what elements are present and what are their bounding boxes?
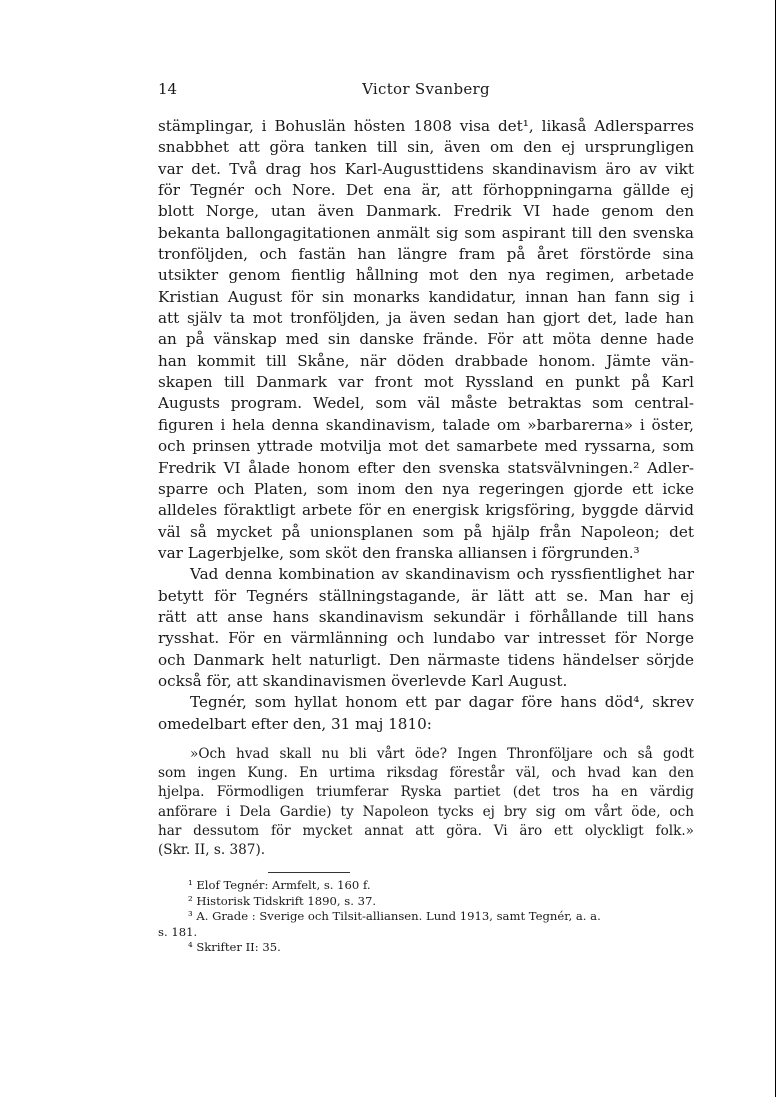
quote-line: anförare i Dela Gardie) ty Napoleon tycks ej bry sig om vårt öde, och — [158, 803, 694, 820]
text-line: var Lagerbjelke, som sköt den franska alliansen i förgrunden.³ — [158, 543, 640, 562]
text-line: stämplingar, i Bohuslän hösten 1808 visa det¹, likaså Adlersparres — [158, 117, 694, 135]
footnote-line: s. 181. — [158, 924, 198, 939]
footnote-line: ⁴ Skrifter II: 35. — [188, 940, 281, 954]
text-line: väl så mycket på unionsplanen som på hjälp från Napoleon; det — [158, 522, 694, 541]
quote-line: (Skr. II, s. 387). — [158, 841, 266, 858]
text-line: han kommit till Skåne, när döden drabbade honom. Jämte vän- — [158, 351, 694, 370]
text-line: Fredrik VI ålade honom efter den svenska statsvälvningen.² Adler- — [158, 458, 694, 477]
footnote-rule — [268, 872, 350, 873]
text-line: och Danmark helt naturligt. Den närmaste tidens händelser sörjde — [158, 650, 694, 669]
text-line: skapen till Danmark var front mot Ryssland en punkt på Karl — [158, 373, 694, 392]
body-text — [158, 116, 694, 735]
footnotes — [158, 878, 694, 956]
text-line: tronföljden, och fastän han längre fram på året förstörde sina — [158, 245, 694, 264]
text-line: rysshat. För en värmlänning och lundabo var intresset för Norge — [158, 629, 694, 648]
text-line: bekanta ballongagitationen anmält sig som aspirant till den svenska — [158, 223, 694, 242]
text-line: Tegnér, som hyllat honom ett par dagar före hans död⁴, skrev — [190, 693, 694, 712]
footnote-line: ¹ Elof Tegnér: Armfelt, s. 160 f. — [188, 878, 371, 892]
quote-line: som ingen Kung. En urtima riksdag förestår väl, och hvad kan den — [158, 765, 694, 782]
quote-line: »Och hvad skall nu bli vårt öde? Ingen Thronföljare och så godt — [190, 746, 694, 762]
text-line: an på vänskap med sin danske frände. För att möta denne hade — [158, 330, 694, 349]
text-line: alldeles föraktligt arbete för en energisk krigsföring, byggde därvid — [158, 501, 694, 520]
quote-line: hjelpa. Förmodligen triumferar Ryska partiet (det tros ha en värdig — [158, 784, 694, 801]
text-line: snabbhet att göra tanken till sin, även om den ej ursprungligen — [158, 138, 694, 157]
text-line: att själv ta mot tronföljden, ja även sedan han gjort det, lade han — [158, 309, 694, 328]
footnote-line: ³ A. Grade : Sverige och Tilsit-alliansen. Lund 1913, samt Tegnér, a. a. — [188, 909, 601, 923]
text-line: rätt att anse hans skandinavism sekundär i förhållande till hans — [158, 607, 694, 626]
text-line: Augusts program. Wedel, som väl måste betraktas som central- — [158, 394, 694, 413]
text-line: figuren i hela denna skandinavism, talade om »barbarerna» i öster, — [158, 415, 694, 434]
text-line: och prinsen yttrade motvilja mot det samarbete med ryssarna, som — [158, 437, 694, 456]
text-line: Kristian August för sin monarks kandidatur, innan han fann sig i — [158, 287, 694, 306]
text-line: Vad denna kombination av skandinavism och ryssfientlighet har — [190, 565, 694, 584]
text-line: utsikter genom fientlig hållning mot den nya regimen, arbetade — [158, 266, 694, 285]
text-line: omedelbart efter den, 31 maj 1810: — [158, 714, 432, 733]
text-line: var det. Två drag hos Karl-Augusttidens skandinavism äro av vikt — [158, 159, 694, 178]
text-line: också för, att skandinavismen överlevde Karl August. — [158, 671, 568, 690]
text-line: för Tegnér och Nore. Det ena är, att förhoppningarna gällde ej — [158, 181, 694, 200]
text-line: sparre och Platen, som inom den nya regeringen gjorde ett icke — [158, 479, 694, 498]
text-line: betytt för Tegnérs ställningstagande, är lätt att se. Man har ej — [158, 586, 694, 605]
block-quote — [158, 745, 694, 860]
footnote-line: ² Historisk Tidskrift 1890, s. 37. — [188, 893, 377, 908]
text-line: blott Norge, utan även Danmark. Fredrik VI hade genom den — [158, 202, 694, 221]
running-head: Victor Svanberg — [362, 80, 490, 98]
quote-line: har dessutom för mycket annat att göra. Vi äro ett olyckligt folk.» — [158, 822, 694, 839]
page-number: 14 — [158, 80, 178, 98]
page-header — [158, 80, 694, 102]
